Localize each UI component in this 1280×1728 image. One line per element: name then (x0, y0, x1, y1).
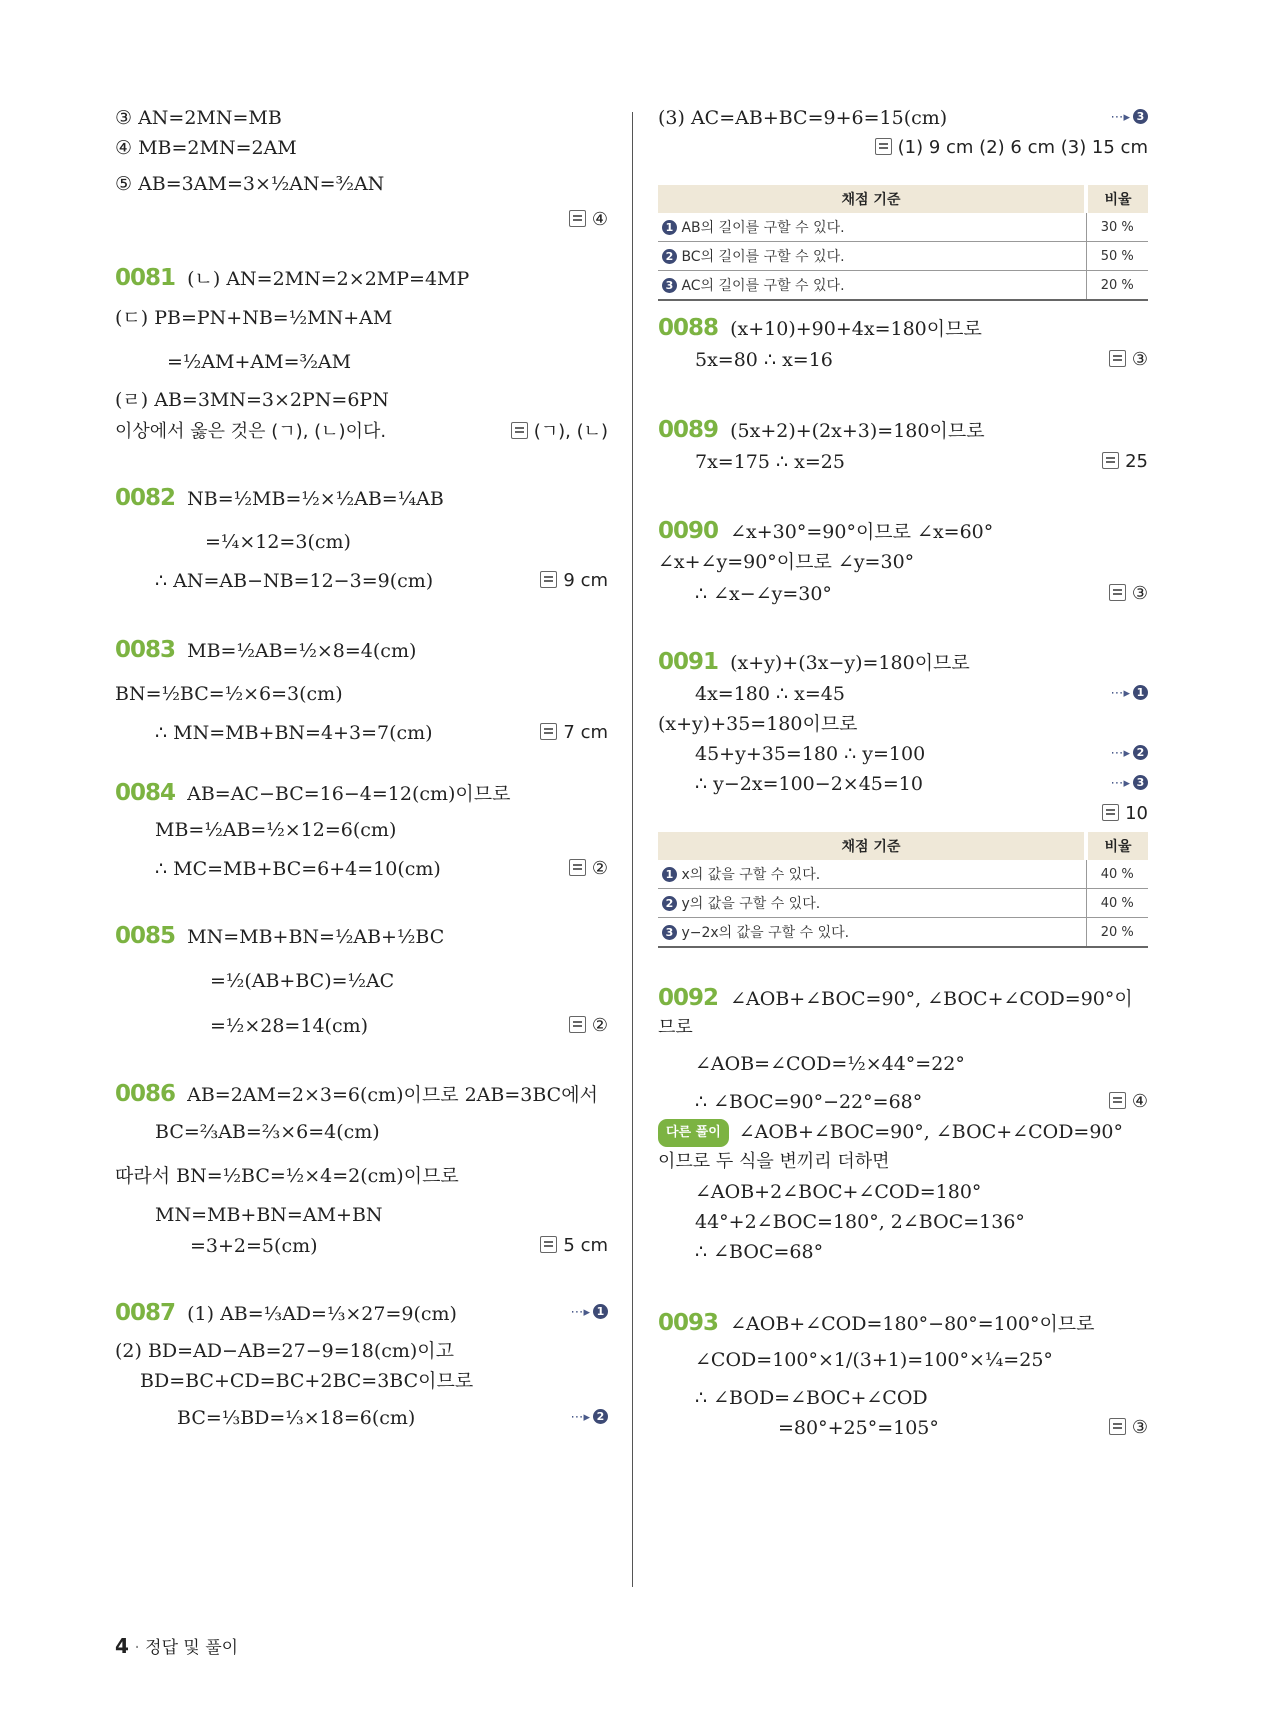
step-marker: ⋯▸ 3 (1110, 105, 1148, 131)
problem-number: 0086 (115, 1081, 176, 1107)
line: MN=MB+BN=AM+BN (155, 1204, 383, 1226)
line: (1) AB=⅓AD=⅓×27=9(cm) (187, 1303, 457, 1325)
step-marker: ⋯▸ 2 (1110, 741, 1148, 767)
answer: ② (569, 856, 608, 882)
problem-number: 0089 (658, 417, 719, 443)
line: ∠x+∠y=90°이므로 ∠y=30° (658, 551, 915, 573)
answer-icon (511, 422, 528, 439)
table-header: 비율 (1086, 185, 1148, 213)
line: ∠AOB+∠BOC=90°, ∠BOC+∠COD=90° (738, 1121, 1124, 1143)
line: BC=⅓BD=⅓×18=6(cm) (177, 1407, 416, 1429)
answer-icon (569, 210, 586, 227)
answer: 7 cm (540, 720, 608, 746)
answer: 10 (1102, 801, 1148, 827)
answer: 9 cm (540, 568, 608, 594)
line: MB=½AB=½×8=4(cm) (187, 640, 417, 662)
step-marker: ⋯▸ 1 (1110, 681, 1148, 707)
line: =½×28=14(cm) (210, 1015, 369, 1037)
problem-number: 0083 (115, 637, 176, 663)
problem-number: 0090 (658, 518, 719, 544)
answer: ④ (1109, 1089, 1148, 1115)
table-header: 채점 기준 (658, 185, 1086, 213)
problem-number: 0091 (658, 649, 719, 675)
answer-icon (1102, 804, 1119, 821)
line: ∠AOB+∠COD=180°−80°=100°이므로 (730, 1313, 1095, 1335)
line: 따라서 BN=½BC=½×4=2(cm)이므로 (115, 1165, 459, 1187)
step-marker: ⋯▸ 2 (570, 1405, 608, 1431)
line: ∠x+30°=90°이므로 ∠x=60° (730, 521, 994, 543)
step-marker: ⋯▸ 3 (1110, 771, 1148, 797)
answer: ③ (1109, 347, 1148, 373)
line: BN=½BC=½×6=3(cm) (115, 683, 343, 705)
line: 므로 (658, 1017, 693, 1038)
line: 이상에서 옳은 것은 (ㄱ), (ㄴ)이다. (115, 421, 387, 442)
line: =½(AB+BC)=½AC (210, 970, 395, 992)
answer: 5 cm (540, 1233, 608, 1259)
answer-icon (1109, 350, 1126, 367)
scoring-table (658, 185, 1148, 301)
problem-number: 0081 (115, 265, 176, 291)
line: ∴ ∠BOC=90°−22°=68° (695, 1091, 923, 1113)
line: 4x=180 ∴ x=45 (695, 683, 845, 705)
answer: ③ (1109, 581, 1148, 607)
scoring-table (658, 832, 1148, 948)
line: ∴ ∠x−∠y=30° (695, 583, 832, 605)
line: 5x=80 ∴ x=16 (695, 349, 833, 371)
line: ∴ MC=MB+BC=6+4=10(cm) (155, 858, 441, 880)
answer: (1) 9 cm (2) 6 cm (3) 15 cm (875, 135, 1148, 161)
line: ③ AN=2MN=MB (115, 107, 282, 129)
problem-number: 0093 (658, 1310, 719, 1336)
line: NB=½MB=½×½AB=¼AB (187, 488, 444, 510)
line: AB=AC−BC=16−4=12(cm)이므로 (187, 783, 511, 805)
footer-label: 정답 및 풀이 (145, 1638, 239, 1658)
problem-number: 0087 (115, 1300, 176, 1326)
answer-icon (1109, 1092, 1126, 1109)
line: =3+2=5(cm) (190, 1235, 318, 1257)
line: 45+y+35=180 ∴ y=100 (695, 743, 926, 765)
line: =80°+25°=105° (778, 1417, 939, 1439)
answer: (ㄱ), (ㄴ) (511, 419, 608, 445)
table-header: 비율 (1086, 832, 1148, 860)
alt-solution-badge: 다른 풀이 (658, 1119, 729, 1147)
line: ∴ ∠BOD=∠BOC+∠COD (695, 1387, 928, 1409)
line: ∴ ∠BOC=68° (695, 1241, 824, 1263)
answer-icon (569, 859, 586, 876)
column-divider (632, 112, 633, 1587)
line: (x+10)+90+4x=180이므로 (730, 318, 982, 340)
line: 7x=175 ∴ x=25 (695, 451, 845, 473)
line: (3) AC=AB+BC=9+6=15(cm) (658, 107, 948, 129)
line: MB=½AB=½×12=6(cm) (155, 819, 397, 841)
line: BD=BC+CD=BC+2BC=3BC이므로 (140, 1370, 474, 1392)
problem-number: 0088 (658, 315, 719, 341)
problem-number: 0084 (115, 780, 176, 806)
answer-icon (1109, 584, 1126, 601)
answer: ③ (1109, 1415, 1148, 1441)
line: ⑤ AB=3AM=3×½AN=³⁄₂AN (115, 173, 385, 195)
line: ∴ AN=AB−NB=12−3=9(cm) (155, 570, 434, 592)
answer-icon (540, 1236, 557, 1253)
line: ∴ y−2x=100−2×45=10 (695, 773, 923, 795)
line: ④ MB=2MN=2AM (115, 137, 297, 159)
answer-icon (569, 1016, 586, 1033)
line: (ㄴ) AN=2MN=2×2MP=4MP (187, 268, 470, 290)
line: AB=2AM=2×3=6(cm)이므로 2AB=3BC에서 (187, 1084, 598, 1106)
line: (ㄹ) AB=3MN=3×2PN=6PN (115, 389, 389, 411)
page-number: 4 (115, 1634, 129, 1658)
table-row: 1 x의 값을 구할 수 있다. 40 % (658, 860, 1148, 889)
answer-icon (1109, 1418, 1126, 1435)
line: (5x+2)+(2x+3)=180이므로 (730, 420, 985, 442)
answer-icon (1102, 452, 1119, 469)
answer: ④ (569, 207, 608, 233)
answer-icon (540, 723, 557, 740)
answer-icon (540, 571, 557, 588)
line: ∠AOB=∠COD=½×44°=22° (695, 1053, 965, 1075)
line: 44°+2∠BOC=180°, 2∠BOC=136° (695, 1211, 1025, 1233)
table-row: 2 BC의 길이를 구할 수 있다. 50 % (658, 242, 1148, 271)
line: MN=MB+BN=½AB+½BC (187, 926, 445, 948)
line: (x+y)+(3x−y)=180이므로 (730, 652, 970, 674)
line: =½AM+AM=³⁄₂AM (167, 351, 352, 373)
table-header: 채점 기준 (658, 832, 1086, 860)
line: (ㄷ) PB=PN+NB=½MN+AM (115, 307, 393, 329)
page-footer: 4 · 정답 및 풀이 (115, 1634, 239, 1658)
table-row: 1 AB의 길이를 구할 수 있다. 30 % (658, 213, 1148, 242)
table-row: 3 y−2x의 값을 구할 수 있다. 20 % (658, 918, 1148, 948)
line: ∴ MN=MB+BN=4+3=7(cm) (155, 722, 433, 744)
step-marker: ⋯▸ 1 (570, 1300, 608, 1326)
line: ∠AOB+∠BOC=90°, ∠BOC+∠COD=90°이 (730, 988, 1133, 1010)
line: =¼×12=3(cm) (205, 531, 351, 553)
answer: 25 (1102, 449, 1148, 475)
answer-icon (875, 138, 892, 155)
line: ∠AOB+2∠BOC+∠COD=180° (695, 1181, 982, 1203)
problem-number: 0085 (115, 923, 176, 949)
line: (2) BD=AD−AB=27−9=18(cm)이고 (115, 1340, 455, 1362)
answer: ② (569, 1013, 608, 1039)
line: 이므로 두 식을 변끼리 더하면 (658, 1151, 890, 1172)
problem-number: 0082 (115, 485, 176, 511)
line: ∠COD=100°×1/(3+1)=100°×¼=25° (695, 1349, 1053, 1371)
line: (x+y)+35=180이므로 (658, 713, 858, 735)
line: BC=⅔AB=⅔×6=4(cm) (155, 1121, 380, 1143)
problem-number: 0092 (658, 985, 719, 1011)
table-row: 3 AC의 길이를 구할 수 있다. 20 % (658, 271, 1148, 301)
table-row: 2 y의 값을 구할 수 있다. 40 % (658, 889, 1148, 918)
